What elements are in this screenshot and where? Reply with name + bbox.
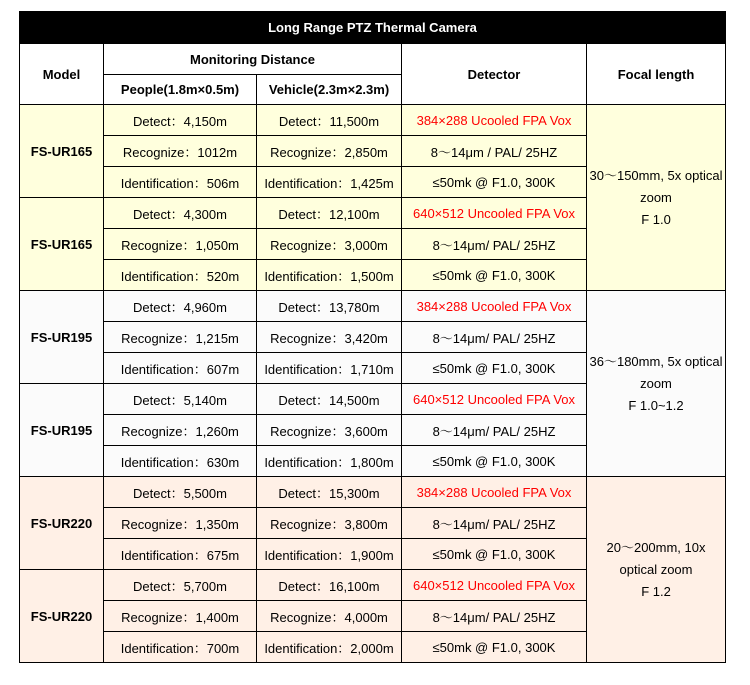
detector-netd: ≤50mk @ F1.0, 300K bbox=[402, 632, 587, 663]
table-title: Long Range PTZ Thermal Camera bbox=[20, 12, 726, 44]
focal-length bbox=[587, 291, 726, 477]
header-vehicle: Vehicle(2.3m×2.3m) bbox=[257, 75, 402, 105]
spec-table-body bbox=[20, 105, 726, 663]
vehicle-distance: Detect：14,500m bbox=[257, 384, 402, 415]
detector-spectrum: 8～14μm / PAL/ 25HZ bbox=[402, 136, 587, 167]
table-row bbox=[20, 477, 726, 508]
vehicle-distance: Identification：1,500m bbox=[257, 260, 402, 291]
vehicle-distance: Recognize：3,420m bbox=[257, 322, 402, 353]
detector-spectrum: 8～14μm/ PAL/ 25HZ bbox=[402, 415, 587, 446]
vehicle-distance: Detect：16,100m bbox=[257, 570, 402, 601]
people-distance: Identification：700m bbox=[104, 632, 257, 663]
focal-line: 20～200mm, 10x bbox=[606, 539, 706, 555]
model-name: FS-UR195 bbox=[20, 291, 104, 384]
vehicle-distance: Identification：1,900m bbox=[257, 539, 402, 570]
focal-line: F 1.0~1.2 bbox=[628, 397, 684, 413]
model-name: FS-UR220 bbox=[20, 477, 104, 570]
vehicle-distance: Identification：2,000m bbox=[257, 632, 402, 663]
header-people: People(1.8m×0.5m) bbox=[104, 75, 257, 105]
people-distance: Identification：630m bbox=[104, 446, 257, 477]
detector-netd: ≤50mk @ F1.0, 300K bbox=[402, 260, 587, 291]
detector-spectrum: 8～14μm/ PAL/ 25HZ bbox=[402, 229, 587, 260]
focal-line: optical zoom bbox=[619, 561, 693, 577]
vehicle-distance: Detect：11,500m bbox=[257, 105, 402, 136]
table-row bbox=[20, 105, 726, 136]
people-distance: Recognize：1,050m bbox=[104, 229, 257, 260]
people-distance: Identification：607m bbox=[104, 353, 257, 384]
detector-netd: ≤50mk @ F1.0, 300K bbox=[402, 353, 587, 384]
people-distance: Detect：5,140m bbox=[104, 384, 257, 415]
detector-sensor: 640×512 Uncooled FPA Vox bbox=[402, 570, 587, 601]
detector-spectrum: 8～14μm/ PAL/ 25HZ bbox=[402, 508, 587, 539]
model-name: FS-UR220 bbox=[20, 570, 104, 663]
vehicle-distance: Recognize：3,800m bbox=[257, 508, 402, 539]
people-distance: Identification：506m bbox=[104, 167, 257, 198]
people-distance: Recognize：1,350m bbox=[104, 508, 257, 539]
table-row bbox=[20, 291, 726, 322]
focal-line: F 1.2 bbox=[641, 583, 671, 599]
model-name: FS-UR165 bbox=[20, 198, 104, 291]
focal-line: 30～150mm, 5x optical bbox=[589, 167, 723, 183]
spec-table bbox=[19, 11, 726, 663]
vehicle-distance: Identification：1,800m bbox=[257, 446, 402, 477]
detector-sensor: 384×288 Ucooled FPA Vox bbox=[402, 291, 587, 322]
vehicle-distance: Recognize：3,000m bbox=[257, 229, 402, 260]
vehicle-distance: Detect：13,780m bbox=[257, 291, 402, 322]
detector-netd: ≤50mk @ F1.0, 300K bbox=[402, 446, 587, 477]
vehicle-distance: Identification：1,425m bbox=[257, 167, 402, 198]
people-distance: Identification：520m bbox=[104, 260, 257, 291]
people-distance: Recognize：1,215m bbox=[104, 322, 257, 353]
detector-sensor: 384×288 Ucooled FPA Vox bbox=[402, 477, 587, 508]
vehicle-distance: Identification：1,710m bbox=[257, 353, 402, 384]
vehicle-distance: Detect：12,100m bbox=[257, 198, 402, 229]
detector-spectrum: 8～14μm/ PAL/ 25HZ bbox=[402, 322, 587, 353]
people-distance: Identification：675m bbox=[104, 539, 257, 570]
detector-netd: ≤50mk @ F1.0, 300K bbox=[402, 167, 587, 198]
people-distance: Detect：5,500m bbox=[104, 477, 257, 508]
model-name: FS-UR195 bbox=[20, 384, 104, 477]
detector-sensor: 640×512 Uncooled FPA Vox bbox=[402, 384, 587, 415]
header-monitoring-distance: Monitoring Distance bbox=[104, 44, 402, 75]
focal-line: zoom bbox=[640, 375, 672, 391]
people-distance: Detect：4,150m bbox=[104, 105, 257, 136]
people-distance: Detect：4,300m bbox=[104, 198, 257, 229]
focal-line: 36～180mm, 5x optical bbox=[589, 353, 723, 369]
people-distance: Detect：5,700m bbox=[104, 570, 257, 601]
detector-spectrum: 8～14μm/ PAL/ 25HZ bbox=[402, 601, 587, 632]
people-distance: Detect：4,960m bbox=[104, 291, 257, 322]
people-distance: Recognize：1,400m bbox=[104, 601, 257, 632]
header-focal-length: Focal length bbox=[587, 44, 726, 105]
vehicle-distance: Recognize：2,850m bbox=[257, 136, 402, 167]
detector-sensor: 640×512 Uncooled FPA Vox bbox=[402, 198, 587, 229]
vehicle-distance: Recognize：3,600m bbox=[257, 415, 402, 446]
detector-netd: ≤50mk @ F1.0, 300K bbox=[402, 539, 587, 570]
vehicle-distance: Detect：15,300m bbox=[257, 477, 402, 508]
people-distance: Recognize：1012m bbox=[104, 136, 257, 167]
header-model: Model bbox=[20, 44, 104, 105]
model-name: FS-UR165 bbox=[20, 105, 104, 198]
focal-line: F 1.0 bbox=[641, 211, 671, 227]
focal-length bbox=[587, 105, 726, 291]
focal-line: zoom bbox=[640, 189, 672, 205]
people-distance: Recognize：1,260m bbox=[104, 415, 257, 446]
vehicle-distance: Recognize：4,000m bbox=[257, 601, 402, 632]
focal-length bbox=[587, 477, 726, 663]
detector-sensor: 384×288 Ucooled FPA Vox bbox=[402, 105, 587, 136]
header-detector: Detector bbox=[402, 44, 587, 105]
